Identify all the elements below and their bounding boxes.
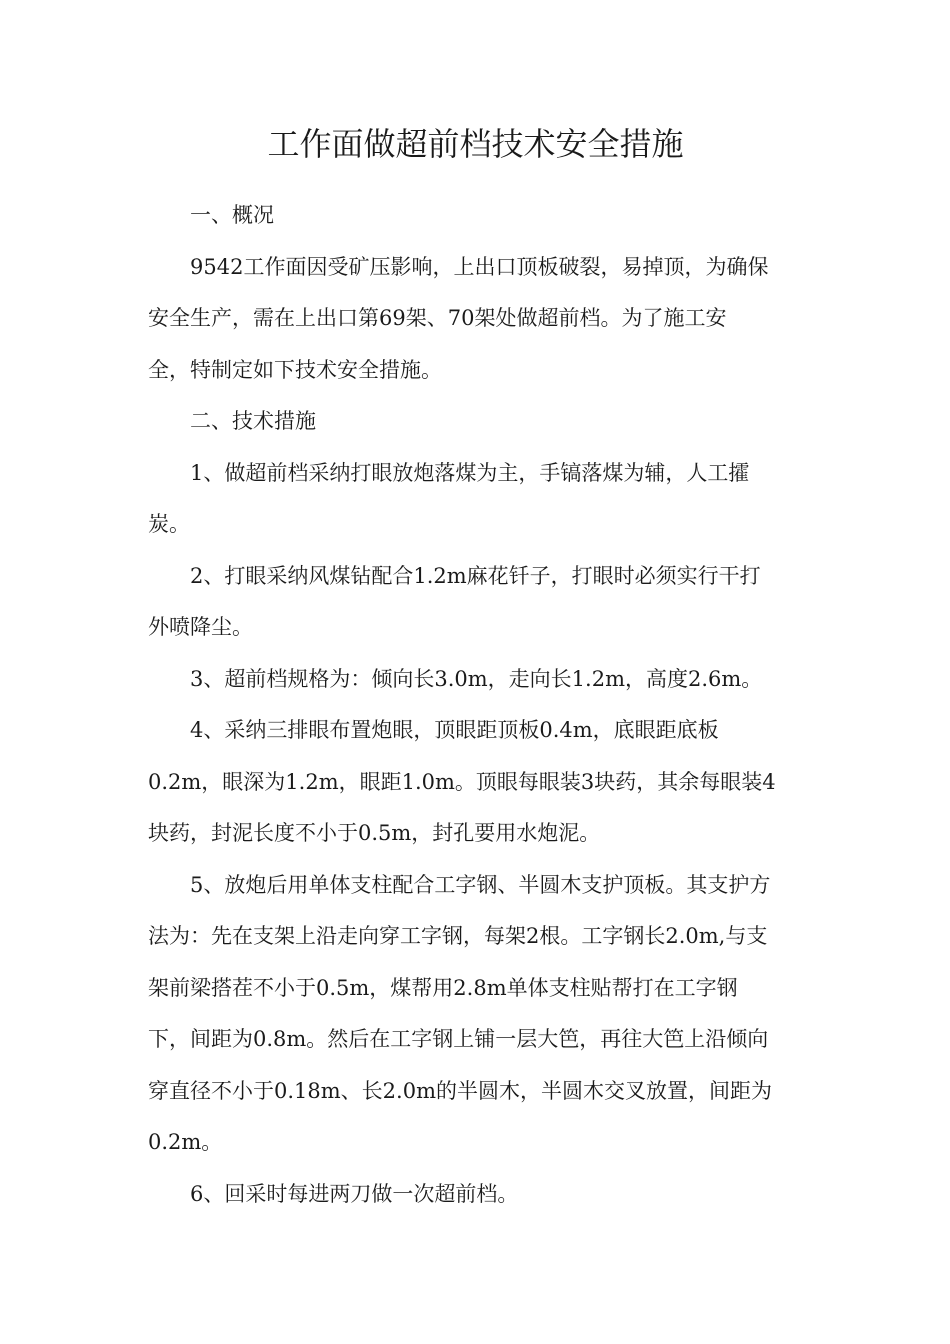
text-line: 1、做超前档采纳打眼放炮落煤为主，手镐落煤为辅，人工攉 bbox=[190, 460, 750, 485]
paragraph-overview bbox=[148, 242, 803, 397]
text-line: 二、技术措施 bbox=[190, 409, 316, 433]
text-line: 5、放炮后用单体支柱配合工字钢、半圆木支护顶板。其支护方 bbox=[190, 872, 771, 897]
text-line: 0.2m，眼深为1.2m，眼距1.0m。顶眼每眼装3块药，其余每眼装4 bbox=[148, 769, 776, 794]
text-line: 炭。 bbox=[148, 512, 190, 536]
text-line: 安全生产，需在上出口第69架、70架处做超前档。为了施工安 bbox=[148, 306, 727, 330]
text-line: 全，特制定如下技术安全措施。 bbox=[148, 357, 442, 382]
text-line: 2、打眼采纳风煤钻配合1.2m麻花钎子，打眼时必须实行干打 bbox=[190, 563, 761, 588]
measure-item-5 bbox=[148, 860, 803, 1169]
text-line: 法为：先在支架上沿走向穿工字钢，每架2根。工字钢长2.0m,与支 bbox=[148, 924, 768, 948]
text-line: 外喷降尘。 bbox=[148, 615, 253, 639]
text-line: 4、采纳三排眼布置炮眼，顶眼距顶板0.4m，底眼距底板 bbox=[190, 718, 719, 742]
text-line: 6、回采时每进两刀做一次超前档。 bbox=[190, 1181, 519, 1206]
text-line: 一、概况 bbox=[190, 203, 274, 227]
text-line: 穿直径不小于0.18m、长2.0m的半圆木，半圆木交叉放置，间距为 bbox=[148, 1078, 772, 1103]
document-title: 工作面做超前档技术安全措施 bbox=[267, 125, 684, 163]
text-line: 块药，封泥长度不小于0.5m，封孔要用水炮泥。 bbox=[148, 821, 601, 845]
text-line: 3、超前档规格为：倾向长3.0m，走向长1.2m，高度2.6m。 bbox=[190, 666, 763, 691]
text-line: 9542工作面因受矿压影响，上出口顶板破裂，易掉顶，为确保 bbox=[190, 254, 769, 279]
document-body bbox=[148, 190, 803, 1220]
measure-item-6 bbox=[148, 1169, 803, 1221]
section-heading-technical-measures bbox=[148, 396, 803, 448]
measure-item-4 bbox=[148, 705, 803, 860]
text-line: 0.2m。 bbox=[148, 1130, 223, 1154]
text-line: 架前梁搭茬不小于0.5m，煤帮用2.8m单体支柱贴帮打在工字钢 bbox=[148, 975, 738, 1000]
text-line: 下，间距为0.8m。然后在工字钢上铺一层大笆，再往大笆上沿倾向 bbox=[148, 1027, 769, 1051]
measure-item-3 bbox=[148, 654, 803, 706]
measure-item-1 bbox=[148, 448, 803, 551]
section-heading-overview bbox=[148, 190, 803, 242]
measure-item-2 bbox=[148, 551, 803, 654]
